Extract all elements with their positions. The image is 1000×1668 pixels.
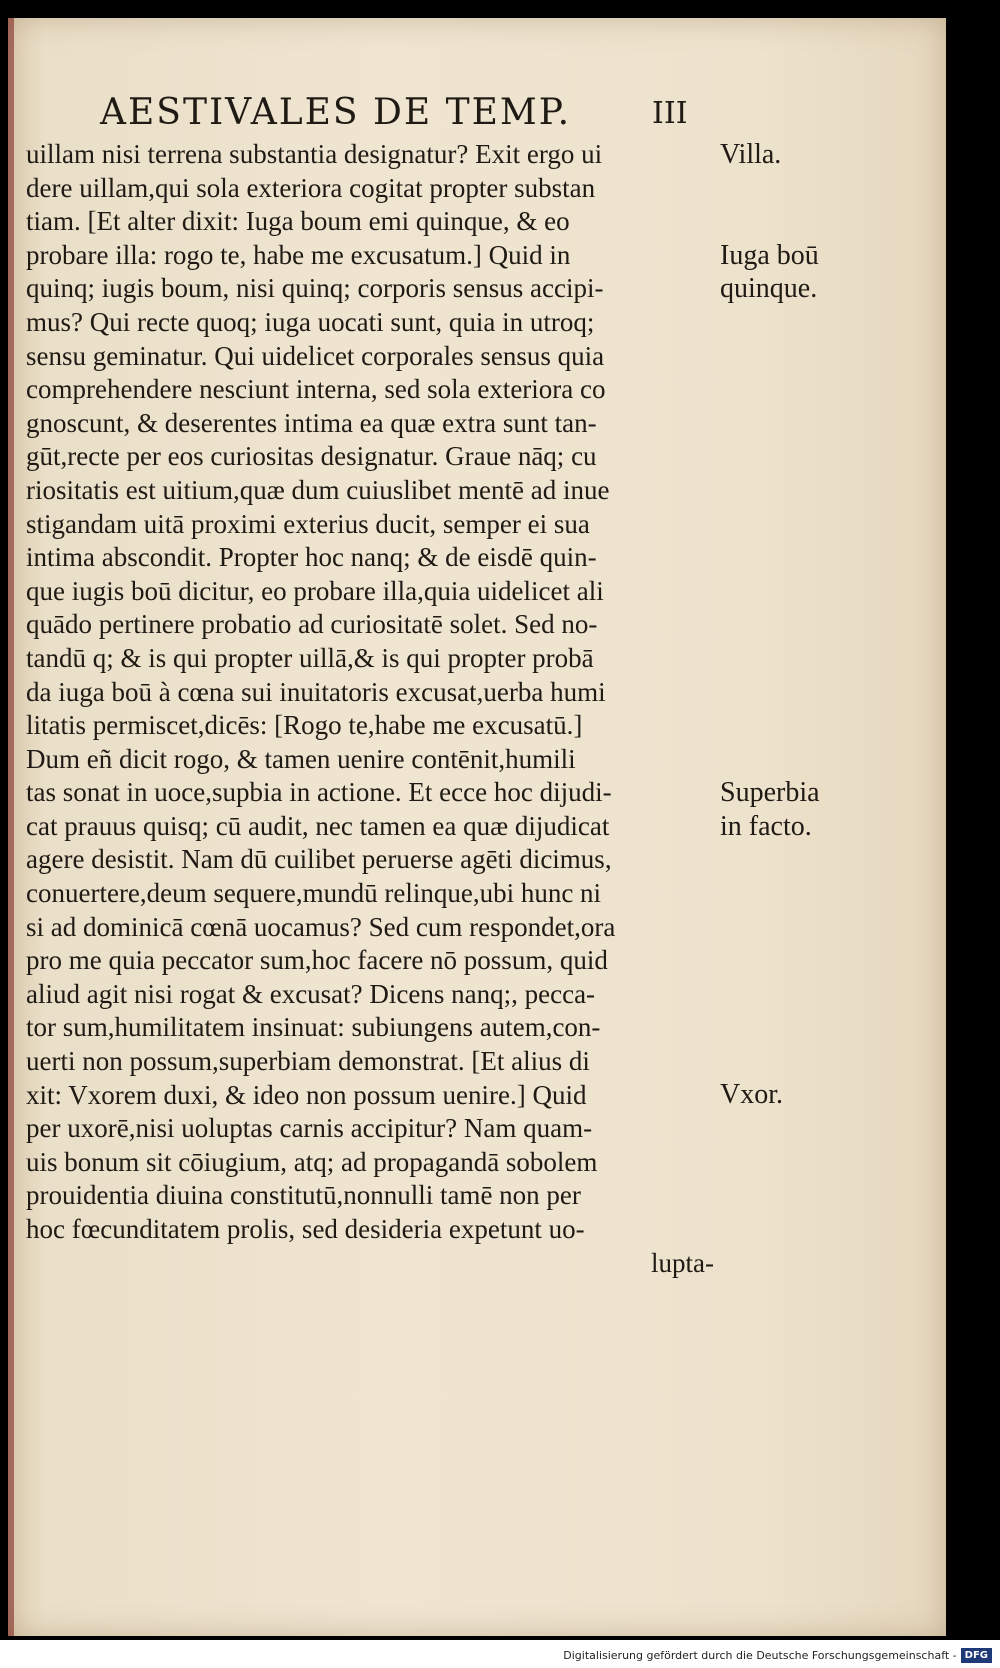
text-line: tandū q; & is qui propter uillā,& is qui propter probā [26,642,594,673]
marginal-note: Villa. [720,139,782,170]
marginal-note: Superbia [720,777,820,808]
marginal-note: Iuga boū [720,240,819,271]
text-line: xit: Vxorem duxi, & ideo non possum uenire.] Quid [26,1079,587,1110]
text-line: sensu geminatur. Qui uidelicet corporales sensus quia [26,340,605,371]
dfg-logo: DFG [961,1648,992,1663]
running-head: AESTIVALES DE TEMP. [100,92,572,133]
digitization-footer [563,1646,992,1664]
text-line: tas sonat in uoce,supbia in actione. Et ecce hoc dijudi- [26,777,612,808]
text-line: mus? Qui recte quoq; iuga uocati sunt, quia in utroq; [26,306,595,337]
marginal-note: in facto. [720,811,812,842]
text-line: hoc fœcunditatem prolis, sed desideria expetunt uo- [26,1214,585,1244]
text-line: si ad dominicā cœnā uocamus? Sed cum respondet,ora [26,911,616,942]
text-line: intima abscondit. Propter hoc nanq; & de eisdē quin- [26,542,597,573]
text-line: prouidentia diuina constitutū,nonnulli tamē non per [26,1180,581,1211]
text-line: riositatis est uitium,quæ dum cuiuslibet mentē ad inue [26,474,610,505]
text-line: quādo pertinere probatio ad curiositatē solet. Sed no- [26,609,598,640]
text-line: conuertere,deum sequere,mundū relinque,ubi hunc ni [26,878,602,909]
text-line: stigandam uitā proximi exterius ducit, semper ei sua [26,508,590,539]
text-line: litatis permiscet,dicēs: [Rogo te,habe me excusatū.] [26,710,583,741]
text-line: quinq; iugis boum, nisi quinq; corporis sensus accipi- [26,273,604,304]
catchword: lupta- [651,1247,714,1278]
text-line: tiam. [Et alter dixit: Iuga boum emi quinque, & eo [26,206,570,237]
marginal-note: quinque. [720,273,818,304]
main-text-block [26,138,716,1280]
text-line: pro me quia peccator sum,hoc facere nō possum, quid [26,945,608,976]
funding-credit: Digitalisierung gefördert durch die Deutsche Forschungsgemeinschaft - [563,1648,957,1662]
text-line: per uxorē,nisi uoluptas carnis accipitur? Nam quam- [26,1113,593,1144]
text-line: probare illa: rogo te, habe me excusatum.] Quid in [26,239,571,270]
text-line: gūt,recte per eos curiositas designatur. Graue nāq; cu [26,441,597,472]
text-line: dere uillam,qui sola exteriora cogitat propter substan [26,172,596,203]
text-line: uillam nisi terrena substantia designatur? Exit ergo ui [26,139,603,169]
text-line: uis bonum sit cōiugium, atq; ad propagandā sobolem [26,1146,598,1177]
text-line: que iugis boū dicitur, eo probare illa,quia uidelicet ali [26,575,604,606]
text-line: Dum eñ dicit rogo, & tamen uenire contēnit,humili [26,743,576,774]
text-line: da iuga boū à cœna sui inuitatoris excusat,uerba humi [26,676,606,707]
folio-number: III [652,96,688,131]
text-line: gnoscunt, & deserentes intima ea quæ extra sunt tan- [26,407,597,438]
text-line: aliud agit nisi rogat & excusat? Dicens nanq;, pecca- [26,978,596,1009]
text-line: uerti non possum,superbiam demonstrat. [Et alius di [26,1046,590,1077]
text-line: agere desistit. Nam dū cuilibet peruerse agēti dicimus, [26,844,612,875]
text-line: cat prauus quisq; cū audit, nec tamen ea quæ dijudicat [26,810,610,841]
text-line: comprehendere nesciunt interna, sed sola exteriora co [26,374,606,405]
marginal-note: Vxor. [720,1079,783,1110]
text-line: tor sum,humilitatem insinuat: subiungens autem,con- [26,1012,601,1043]
